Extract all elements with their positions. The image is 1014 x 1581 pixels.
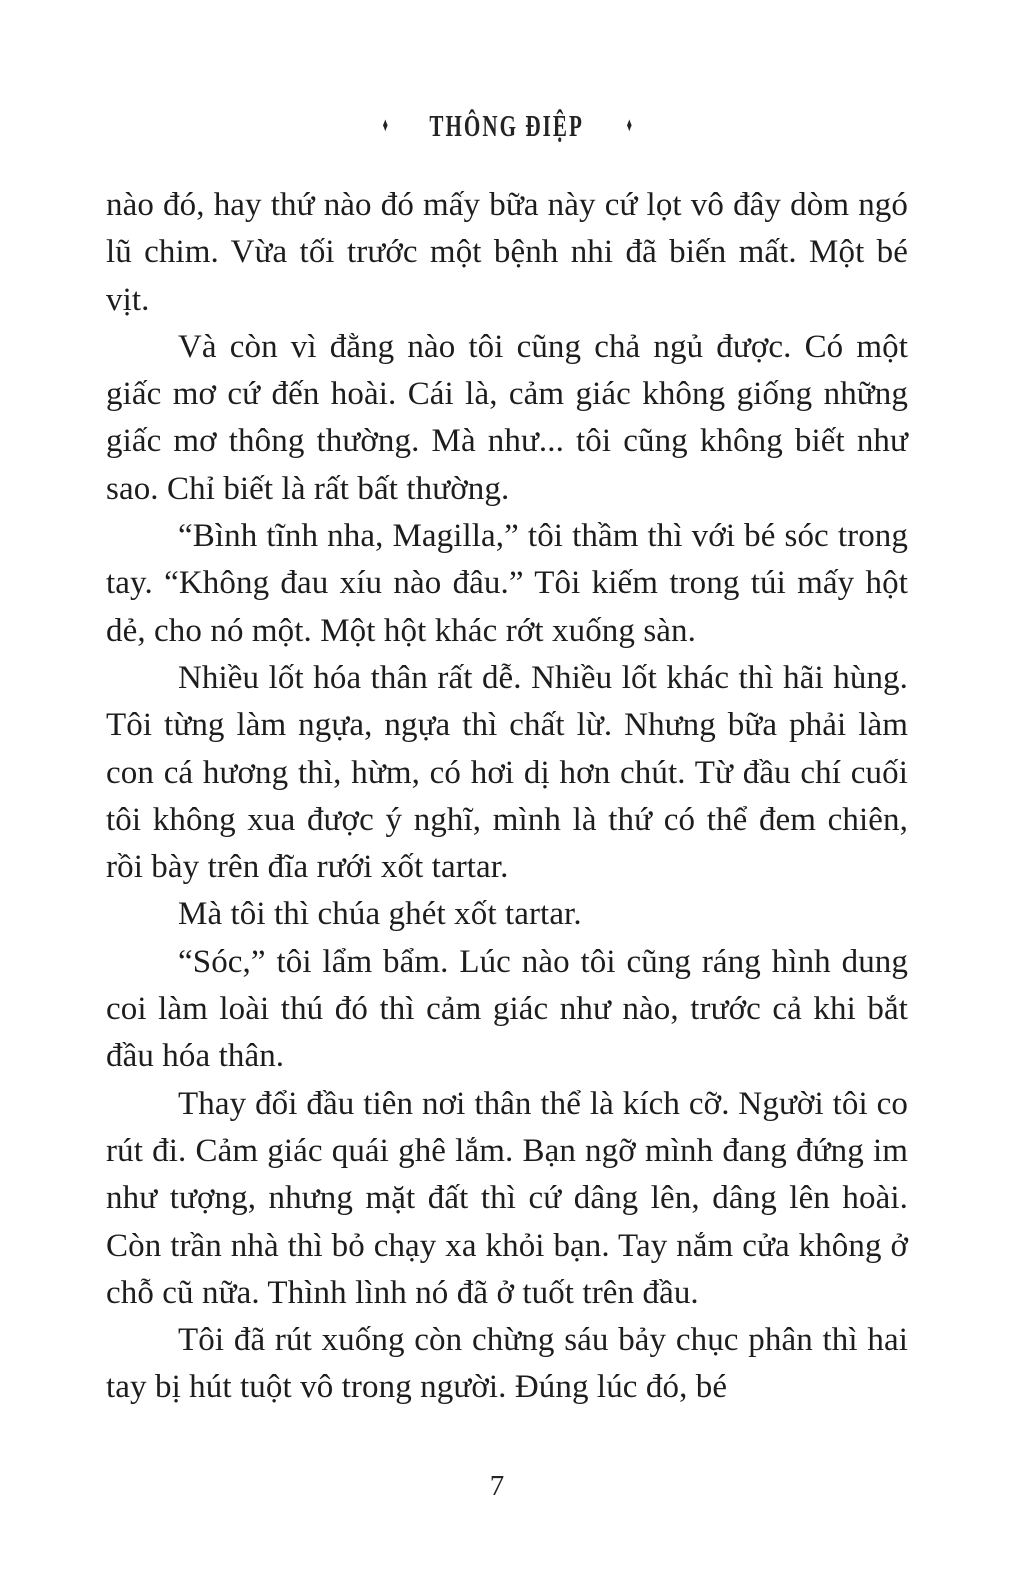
- chapter-title: THÔNG ĐIỆP: [429, 108, 585, 143]
- diamond-ornament-left-icon: ♦: [382, 113, 388, 136]
- body-paragraph: Thay đổi đầu tiên nơi thân thể là kích cỡ. Người tôi co rút đi. Cảm giác quái ghê lắm. Bạn ngỡ mình đang đứng im như tượng, nhưng mặt đất thì cứ dâng lên, dâng lên hoài. Còn trần nhà thì bỏ chạy xa khỏi bạn. Tay nắm cửa không ở chỗ cũ nữa. Thình lình nó đã ở tuốt trên đầu.: [106, 1085, 908, 1311]
- body-paragraph: nào đó, hay thứ nào đó mấy bữa này cứ lọt vô đây dòm ngó lũ chim. Vừa tối trước một bệnh nhi đã biến mất. Một bé vịt.: [106, 187, 908, 318]
- body-paragraph: Tôi đã rút xuống còn chừng sáu bảy chục phân thì hai tay bị hút tuột vô trong người. Đúng lúc đó, bé: [106, 1322, 908, 1406]
- running-header: [0, 108, 1014, 144]
- page-number: 7: [489, 1470, 505, 1502]
- body-paragraph: Và còn vì đằng nào tôi cũng chả ngủ được. Có một giấc mơ cứ đến hoài. Cái là, cảm giác không giống những giấc mơ thông thường. Mà như... tôi cũng không biết như sao. Chỉ biết là rất bất thường.: [106, 328, 908, 507]
- body-paragraph: Mà tôi thì chúa ghét xốt tartar.: [178, 896, 582, 933]
- body-paragraph: “Sóc,” tôi lẩm bẩm. Lúc nào tôi cũng ráng hình dung coi làm loài thú đó thì cảm giác như nào, trước cả khi bắt đầu hóa thân.: [106, 943, 908, 1075]
- page-body: [106, 182, 908, 1412]
- diamond-ornament-right-icon: ♦: [626, 113, 632, 136]
- body-paragraph: Nhiều lốt hóa thân rất dễ. Nhiều lốt khác thì hãi hùng. Tôi từng làm ngựa, ngựa thì chất lừ. Nhưng bữa phải làm con cá hương thì, hừm, có hơi dị hơn chút. Từ đầu chí cuối tôi không xua được ý nghĩ, mình là thứ có thể đem chiên, rồi bày trên đĩa rưới xốt tartar.: [106, 659, 908, 886]
- body-paragraph: “Bình tĩnh nha, Magilla,” tôi thầm thì với bé sóc trong tay. “Không đau xíu nào đâu.” Tôi kiếm trong túi mấy hột dẻ, cho nó một. Một hột khác rớt xuống sàn.: [106, 518, 908, 649]
